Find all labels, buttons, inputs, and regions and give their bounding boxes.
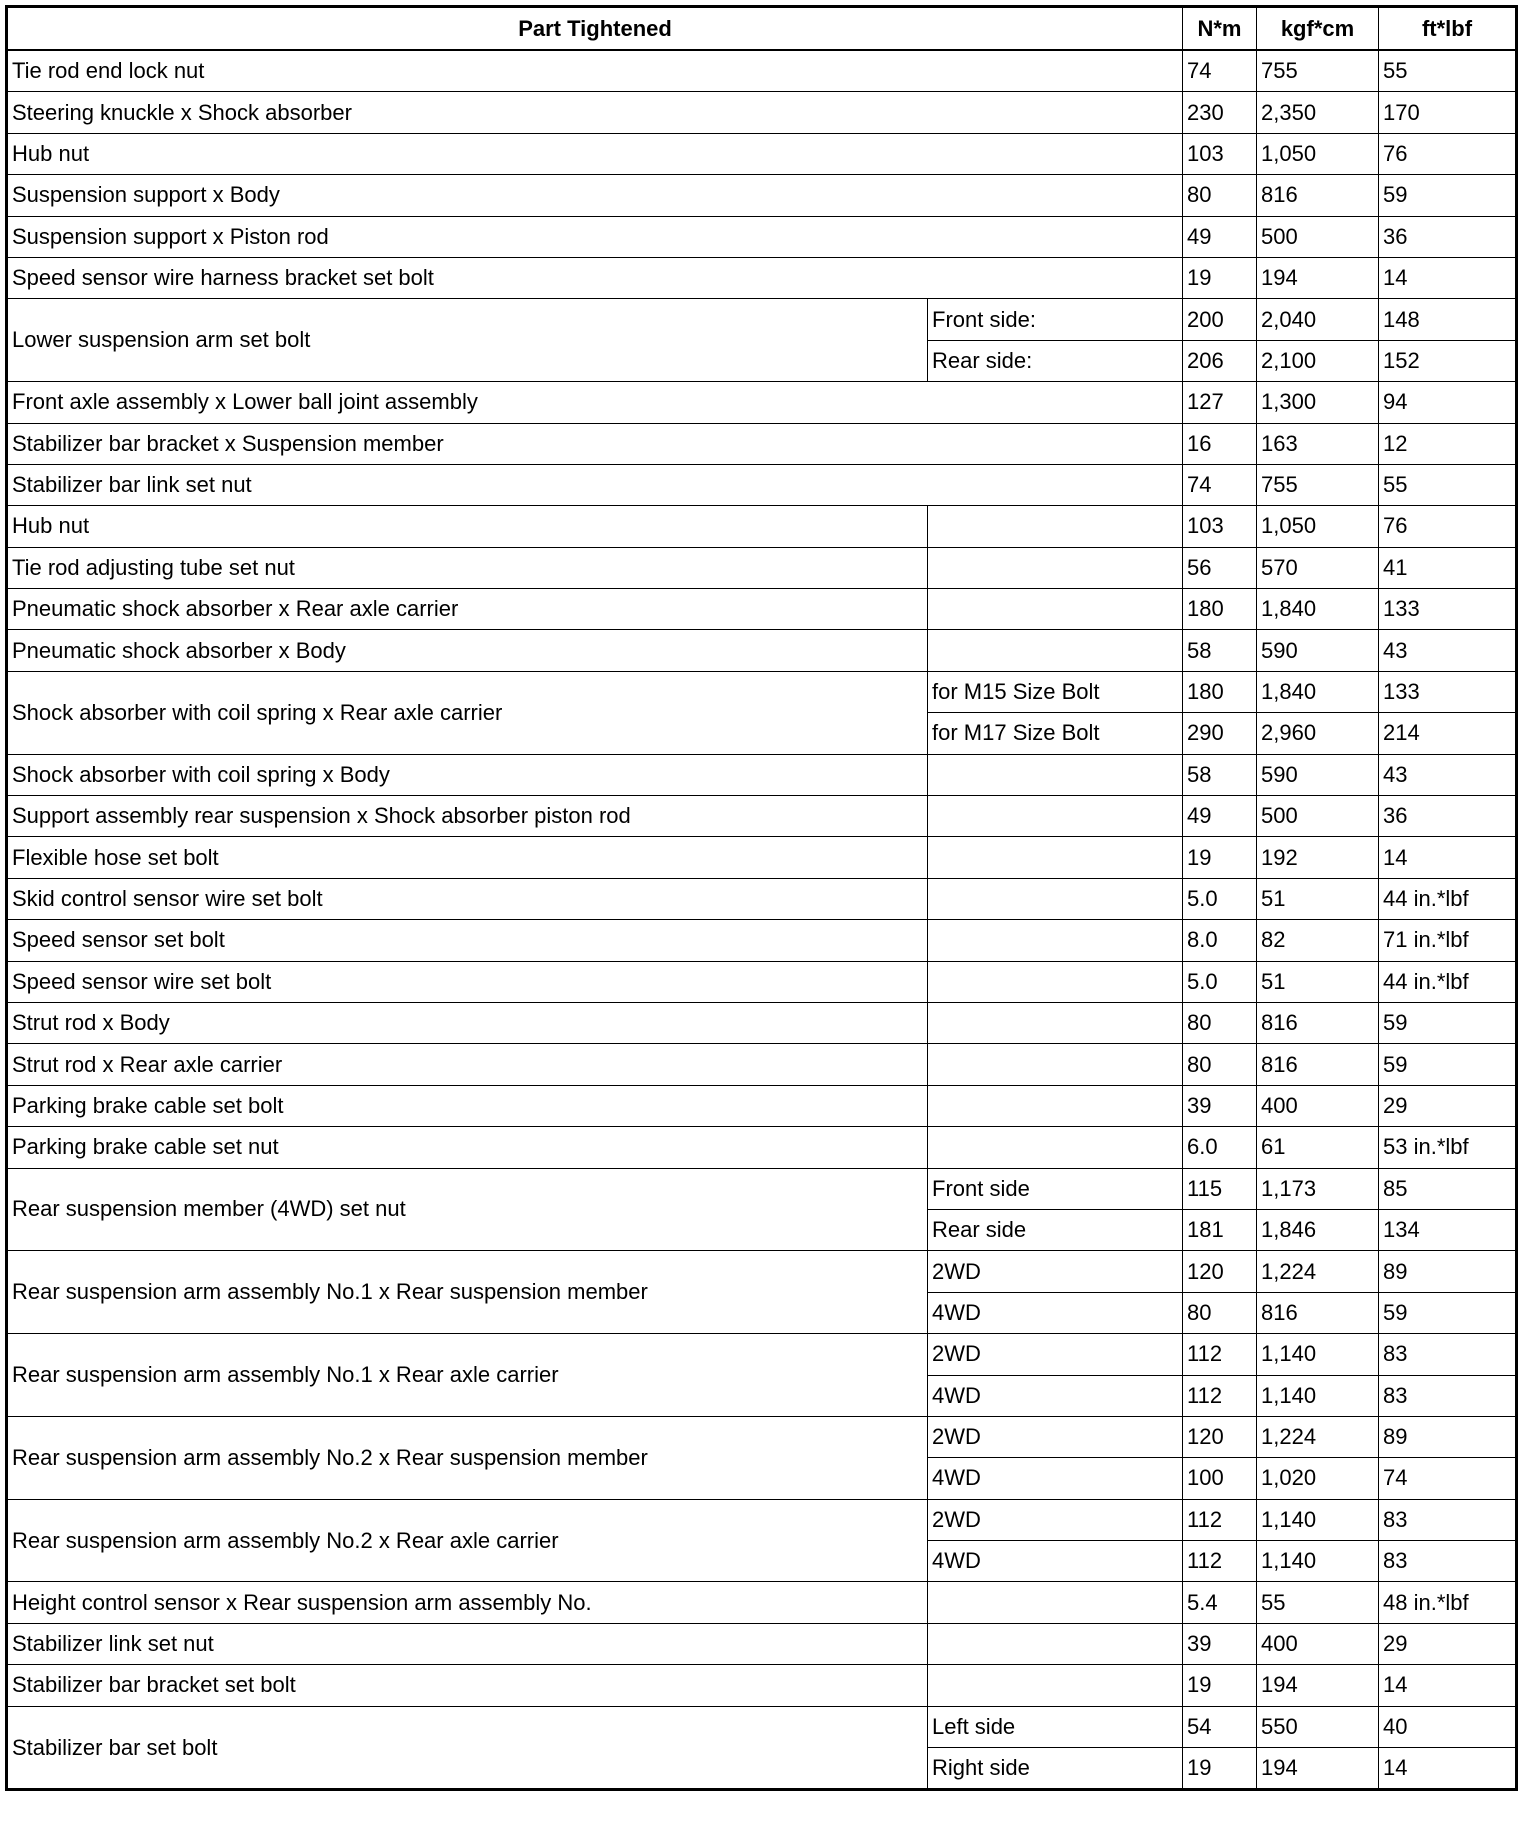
torque-ft-lbf: 14 [1379,257,1517,298]
torque-kgf-cm: 194 [1257,1748,1379,1790]
torque-kgf-cm: 816 [1257,1002,1379,1043]
part-name: Hub nut [7,133,1183,174]
torque-spec-table [5,5,1518,1791]
torque-ft-lbf: 59 [1379,1002,1517,1043]
condition [928,1085,1183,1126]
torque-ft-lbf: 83 [1379,1541,1517,1582]
condition: Left side [928,1706,1183,1747]
torque-kgf-cm: 1,224 [1257,1251,1379,1292]
part-name: Hub nut [7,506,928,547]
torque-ft-lbf: 59 [1379,175,1517,216]
part-name: Shock absorber with coil spring x Rear axle carrier [7,671,928,754]
torque-ft-lbf: 83 [1379,1334,1517,1375]
table-row [7,423,1517,464]
part-name: Suspension support x Piston rod [7,216,1183,257]
condition: Right side [928,1748,1183,1790]
condition [928,1582,1183,1623]
torque-nm: 19 [1183,257,1257,298]
condition [928,878,1183,919]
torque-kgf-cm: 163 [1257,423,1379,464]
table-row [7,133,1517,174]
table-row [7,175,1517,216]
torque-kgf-cm: 194 [1257,257,1379,298]
torque-kgf-cm: 1,050 [1257,506,1379,547]
torque-kgf-cm: 500 [1257,796,1379,837]
condition: for M15 Size Bolt [928,671,1183,712]
table-row [7,1706,1517,1747]
torque-ft-lbf: 148 [1379,299,1517,340]
torque-ft-lbf: 133 [1379,589,1517,630]
torque-ft-lbf: 133 [1379,671,1517,712]
torque-ft-lbf: 89 [1379,1251,1517,1292]
header-ft: ft*lbf [1379,7,1517,51]
table-row [7,547,1517,588]
torque-ft-lbf: 53 in.*lbf [1379,1127,1517,1168]
torque-kgf-cm: 82 [1257,920,1379,961]
torque-ft-lbf: 44 in.*lbf [1379,878,1517,919]
part-name: Lower suspension arm set bolt [7,299,928,382]
torque-nm: 19 [1183,1665,1257,1706]
torque-nm: 19 [1183,1748,1257,1790]
torque-ft-lbf: 14 [1379,1748,1517,1790]
condition [928,1044,1183,1085]
torque-ft-lbf: 14 [1379,837,1517,878]
torque-kgf-cm: 55 [1257,1582,1379,1623]
table-row [7,257,1517,298]
condition: 4WD [928,1375,1183,1416]
torque-ft-lbf: 89 [1379,1416,1517,1457]
condition [928,547,1183,588]
torque-ft-lbf: 170 [1379,92,1517,133]
table-row [7,92,1517,133]
torque-ft-lbf: 74 [1379,1458,1517,1499]
torque-kgf-cm: 1,224 [1257,1416,1379,1457]
condition: Front side: [928,299,1183,340]
torque-kgf-cm: 400 [1257,1085,1379,1126]
torque-nm: 181 [1183,1209,1257,1250]
torque-ft-lbf: 59 [1379,1292,1517,1333]
part-name: Parking brake cable set bolt [7,1085,928,1126]
condition [928,1623,1183,1664]
table-row [7,1168,1517,1209]
torque-ft-lbf: 83 [1379,1499,1517,1540]
part-name: Pneumatic shock absorber x Rear axle carrier [7,589,928,630]
table-row [7,837,1517,878]
part-name: Stabilizer bar bracket x Suspension member [7,423,1183,464]
torque-ft-lbf: 43 [1379,630,1517,671]
torque-nm: 206 [1183,340,1257,381]
part-name: Tie rod end lock nut [7,50,1183,92]
header-nm: N*m [1183,7,1257,51]
torque-nm: 74 [1183,464,1257,505]
torque-kgf-cm: 755 [1257,50,1379,92]
part-name: Stabilizer bar set bolt [7,1706,928,1790]
torque-nm: 80 [1183,175,1257,216]
part-name: Speed sensor wire harness bracket set bolt [7,257,1183,298]
part-name: Rear suspension arm assembly No.2 x Rear suspension member [7,1416,928,1499]
table-body [7,50,1517,1790]
table-row [7,1044,1517,1085]
condition [928,961,1183,1002]
header-row [7,7,1517,51]
condition [928,1002,1183,1043]
header-part: Part Tightened [7,7,1183,51]
torque-kgf-cm: 2,100 [1257,340,1379,381]
condition: Front side [928,1168,1183,1209]
table-row [7,754,1517,795]
part-name: Front axle assembly x Lower ball joint assembly [7,382,1183,423]
condition [928,506,1183,547]
torque-ft-lbf: 83 [1379,1375,1517,1416]
torque-ft-lbf: 59 [1379,1044,1517,1085]
torque-nm: 112 [1183,1499,1257,1540]
torque-kgf-cm: 550 [1257,1706,1379,1747]
table-row [7,1002,1517,1043]
part-name: Parking brake cable set nut [7,1127,928,1168]
torque-ft-lbf: 76 [1379,133,1517,174]
torque-kgf-cm: 590 [1257,754,1379,795]
torque-kgf-cm: 400 [1257,1623,1379,1664]
torque-nm: 180 [1183,589,1257,630]
condition [928,630,1183,671]
torque-kgf-cm: 2,960 [1257,713,1379,754]
part-name: Skid control sensor wire set bolt [7,878,928,919]
condition: Rear side [928,1209,1183,1250]
torque-ft-lbf: 43 [1379,754,1517,795]
torque-ft-lbf: 36 [1379,796,1517,837]
torque-nm: 39 [1183,1623,1257,1664]
torque-kgf-cm: 1,020 [1257,1458,1379,1499]
torque-kgf-cm: 816 [1257,175,1379,216]
torque-nm: 80 [1183,1002,1257,1043]
condition: 2WD [928,1416,1183,1457]
torque-kgf-cm: 1,140 [1257,1541,1379,1582]
torque-ft-lbf: 152 [1379,340,1517,381]
torque-nm: 80 [1183,1292,1257,1333]
table-row [7,1623,1517,1664]
torque-nm: 290 [1183,713,1257,754]
torque-kgf-cm: 192 [1257,837,1379,878]
table-row [7,671,1517,712]
table-row [7,1251,1517,1292]
part-name: Pneumatic shock absorber x Body [7,630,928,671]
part-name: Strut rod x Body [7,1002,928,1043]
part-name: Rear suspension arm assembly No.1 x Rear axle carrier [7,1334,928,1417]
part-name: Height control sensor x Rear suspension arm assembly No. [7,1582,928,1623]
torque-ft-lbf: 41 [1379,547,1517,588]
torque-kgf-cm: 500 [1257,216,1379,257]
torque-nm: 180 [1183,671,1257,712]
condition: 4WD [928,1458,1183,1499]
part-name: Rear suspension member (4WD) set nut [7,1168,928,1251]
header-kgf: kgf*cm [1257,7,1379,51]
torque-kgf-cm: 61 [1257,1127,1379,1168]
torque-nm: 39 [1183,1085,1257,1126]
torque-kgf-cm: 2,350 [1257,92,1379,133]
condition: 4WD [928,1292,1183,1333]
table-row [7,506,1517,547]
torque-kgf-cm: 1,140 [1257,1334,1379,1375]
torque-nm: 5.0 [1183,961,1257,1002]
torque-kgf-cm: 1,140 [1257,1499,1379,1540]
table-row [7,1334,1517,1375]
torque-kgf-cm: 194 [1257,1665,1379,1706]
table-row [7,630,1517,671]
torque-ft-lbf: 44 in.*lbf [1379,961,1517,1002]
torque-ft-lbf: 29 [1379,1085,1517,1126]
torque-nm: 103 [1183,133,1257,174]
torque-kgf-cm: 51 [1257,961,1379,1002]
torque-kgf-cm: 51 [1257,878,1379,919]
torque-nm: 120 [1183,1251,1257,1292]
table-row [7,1085,1517,1126]
table-row [7,878,1517,919]
part-name: Rear suspension arm assembly No.2 x Rear axle carrier [7,1499,928,1582]
part-name: Flexible hose set bolt [7,837,928,878]
torque-nm: 5.4 [1183,1582,1257,1623]
condition [928,589,1183,630]
part-name: Stabilizer bar bracket set bolt [7,1665,928,1706]
torque-nm: 16 [1183,423,1257,464]
part-name: Tie rod adjusting tube set nut [7,547,928,588]
torque-nm: 6.0 [1183,1127,1257,1168]
torque-nm: 49 [1183,796,1257,837]
torque-ft-lbf: 40 [1379,1706,1517,1747]
torque-ft-lbf: 134 [1379,1209,1517,1250]
torque-ft-lbf: 29 [1379,1623,1517,1664]
torque-kgf-cm: 590 [1257,630,1379,671]
torque-ft-lbf: 76 [1379,506,1517,547]
torque-ft-lbf: 94 [1379,382,1517,423]
torque-kgf-cm: 1,050 [1257,133,1379,174]
torque-nm: 54 [1183,1706,1257,1747]
part-name: Stabilizer link set nut [7,1623,928,1664]
torque-nm: 58 [1183,754,1257,795]
torque-kgf-cm: 755 [1257,464,1379,505]
torque-ft-lbf: 55 [1379,50,1517,92]
table-row [7,796,1517,837]
torque-nm: 115 [1183,1168,1257,1209]
torque-ft-lbf: 48 in.*lbf [1379,1582,1517,1623]
part-name: Speed sensor set bolt [7,920,928,961]
table-row [7,920,1517,961]
torque-kgf-cm: 1,846 [1257,1209,1379,1250]
torque-kgf-cm: 1,173 [1257,1168,1379,1209]
torque-nm: 58 [1183,630,1257,671]
condition: Rear side: [928,340,1183,381]
table-row [7,382,1517,423]
table-row [7,1499,1517,1540]
torque-nm: 49 [1183,216,1257,257]
condition: 4WD [928,1541,1183,1582]
part-name: Speed sensor wire set bolt [7,961,928,1002]
condition [928,1665,1183,1706]
torque-ft-lbf: 12 [1379,423,1517,464]
torque-nm: 100 [1183,1458,1257,1499]
torque-nm: 103 [1183,506,1257,547]
torque-nm: 120 [1183,1416,1257,1457]
condition: 2WD [928,1251,1183,1292]
torque-nm: 112 [1183,1375,1257,1416]
torque-ft-lbf: 85 [1379,1168,1517,1209]
torque-ft-lbf: 55 [1379,464,1517,505]
torque-kgf-cm: 816 [1257,1292,1379,1333]
torque-nm: 112 [1183,1334,1257,1375]
condition [928,837,1183,878]
torque-kgf-cm: 1,300 [1257,382,1379,423]
condition [928,754,1183,795]
part-name: Strut rod x Rear axle carrier [7,1044,928,1085]
torque-ft-lbf: 36 [1379,216,1517,257]
part-name: Suspension support x Body [7,175,1183,216]
condition [928,920,1183,961]
torque-nm: 5.0 [1183,878,1257,919]
torque-nm: 56 [1183,547,1257,588]
table-row [7,216,1517,257]
part-name: Support assembly rear suspension x Shock absorber piston rod [7,796,928,837]
table-row [7,1582,1517,1623]
table-row [7,1665,1517,1706]
torque-ft-lbf: 14 [1379,1665,1517,1706]
table-row [7,1416,1517,1457]
torque-ft-lbf: 71 in.*lbf [1379,920,1517,961]
torque-kgf-cm: 1,140 [1257,1375,1379,1416]
table-row [7,50,1517,92]
torque-nm: 230 [1183,92,1257,133]
torque-kgf-cm: 570 [1257,547,1379,588]
table-row [7,589,1517,630]
torque-kgf-cm: 1,840 [1257,671,1379,712]
table-row [7,299,1517,340]
table-row [7,464,1517,505]
condition [928,796,1183,837]
part-name: Rear suspension arm assembly No.1 x Rear suspension member [7,1251,928,1334]
torque-kgf-cm: 816 [1257,1044,1379,1085]
condition: 2WD [928,1334,1183,1375]
part-name: Steering knuckle x Shock absorber [7,92,1183,133]
part-name: Shock absorber with coil spring x Body [7,754,928,795]
torque-kgf-cm: 2,040 [1257,299,1379,340]
table-row [7,961,1517,1002]
condition [928,1127,1183,1168]
condition: 2WD [928,1499,1183,1540]
torque-ft-lbf: 214 [1379,713,1517,754]
torque-nm: 200 [1183,299,1257,340]
torque-nm: 8.0 [1183,920,1257,961]
torque-nm: 74 [1183,50,1257,92]
torque-nm: 127 [1183,382,1257,423]
torque-nm: 112 [1183,1541,1257,1582]
condition: for M17 Size Bolt [928,713,1183,754]
part-name: Stabilizer bar link set nut [7,464,1183,505]
torque-nm: 80 [1183,1044,1257,1085]
torque-nm: 19 [1183,837,1257,878]
table-row [7,1127,1517,1168]
torque-kgf-cm: 1,840 [1257,589,1379,630]
